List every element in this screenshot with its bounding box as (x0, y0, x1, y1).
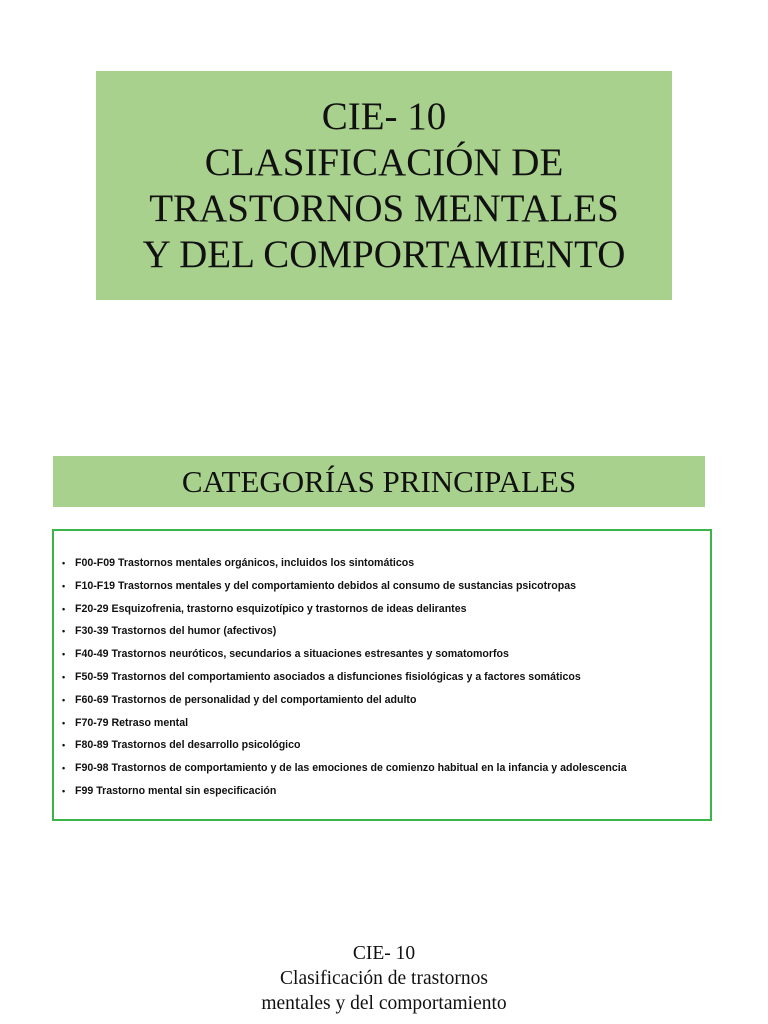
category-label: F30-39 Trastornos del humor (afectivos) (75, 625, 277, 638)
category-label: F10-F19 Trastornos mentales y del comportamiento debidos al consumo de sustancias psicotropas (75, 579, 576, 592)
footer-line-behavior: mentales y del comportamiento (261, 993, 507, 1014)
section-header (53, 456, 705, 507)
category-item (62, 643, 710, 666)
category-label: F50-59 Trastornos del comportamiento asociados a disfunciones fisiológicas y a factores somáticos (75, 670, 581, 683)
bullet-icon: • (62, 580, 66, 591)
category-item (62, 552, 710, 575)
category-item (62, 780, 710, 803)
bullet-icon: • (62, 558, 66, 568)
title-line-classification: CLASIFICACIÓN DE (204, 140, 564, 184)
category-item (62, 598, 710, 621)
category-item (62, 666, 710, 689)
footer-line-code: CIE- 10 (352, 943, 416, 964)
bullet-icon: • (62, 717, 66, 728)
footer-caption (0, 941, 768, 1016)
footer-line-classification: Clasificación de trastornos (280, 968, 488, 989)
category-label: F20-29 Esquizofrenia, trastorno esquizotípico y trastornos de ideas delirantes (75, 602, 467, 615)
bullet-icon: • (62, 740, 66, 751)
bullet-icon: • (62, 603, 66, 614)
category-label: F60-69 Trastornos de personalidad y del comportamiento del adulto (75, 693, 417, 706)
title-line-code: CIE- 10 (321, 94, 447, 138)
categories-panel (52, 529, 712, 821)
bullet-icon: • (62, 671, 66, 682)
category-label: F70-79 Retraso mental (75, 716, 189, 729)
category-label: F99 Trastorno mental sin especificación (75, 784, 277, 797)
category-item (62, 734, 710, 757)
category-item (62, 575, 710, 598)
bullet-icon: • (62, 649, 66, 660)
category-label: F40-49 Trastornos neuróticos, secundarios a situaciones estresantes y somatomorfos (75, 648, 509, 661)
category-label: F00-F09 Trastornos mentales orgánicos, incluidos los sintomáticos (75, 557, 415, 569)
category-item (62, 689, 710, 712)
title-banner (96, 71, 672, 300)
bullet-icon: • (62, 694, 66, 705)
category-label: F80-89 Trastornos del desarrollo psicológico (75, 739, 301, 752)
category-item (62, 757, 710, 780)
bullet-icon: • (62, 763, 66, 774)
bullet-icon: • (62, 626, 66, 637)
bullet-icon: • (62, 785, 66, 796)
categories-list (54, 531, 710, 803)
title-line-behavior: Y DEL COMPORTAMIENTO (142, 232, 626, 276)
category-label: F90-98 Trastornos de comportamiento y de las emociones de comienzo habitual en la infancia y adolescencia (75, 762, 627, 775)
section-title: CATEGORÍAS PRINCIPALES (181, 463, 577, 499)
title-line-disorders: TRASTORNOS MENTALES (149, 186, 619, 230)
category-item (62, 712, 710, 735)
category-item (62, 620, 710, 643)
